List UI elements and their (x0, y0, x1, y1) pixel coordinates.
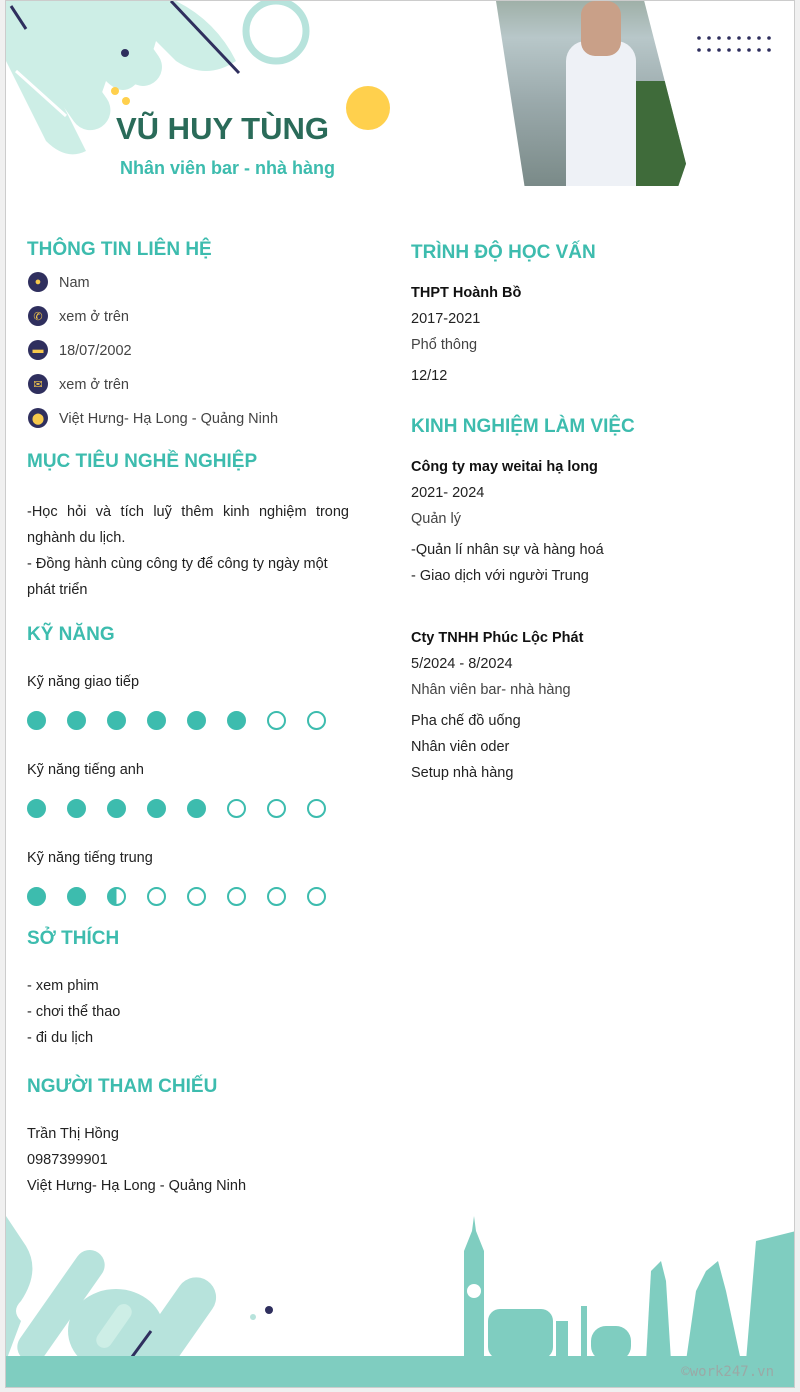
skill-dot (227, 887, 246, 906)
skill-dot (307, 887, 326, 906)
hobbies-heading: SỞ THÍCH (27, 928, 120, 949)
job-period: 5/2024 - 8/2024 (411, 656, 513, 672)
experience-heading: KINH NGHIỆM LÀM VIỆC (411, 416, 635, 437)
education-school: THPT Hoành Bồ (411, 285, 522, 301)
contact-email: xem ở trên (59, 377, 129, 393)
skill-dot (107, 711, 126, 730)
location-icon: ⬤ (28, 408, 48, 428)
job-period: 2021- 2024 (411, 485, 485, 501)
reference-address: Việt Hưng- Hạ Long - Quảng Ninh (27, 1178, 247, 1194)
education-heading: TRÌNH ĐỘ HỌC VẤN (411, 242, 596, 263)
skill-dot (27, 887, 46, 906)
skill-dot (147, 799, 166, 818)
hobby-item: - xem phim (27, 978, 99, 994)
job-company: Công ty may weitai hạ long (411, 459, 598, 475)
skill-dot (227, 711, 246, 730)
skill-dot (187, 799, 206, 818)
objective-line: -Học hỏi và tích luỹ thêm kinh nghiệm trong nghành du lịch. (27, 504, 349, 546)
candidate-name: VŨ HUY TÙNG (116, 111, 330, 146)
cv-page (5, 0, 795, 1388)
skill-dot (67, 887, 86, 906)
email-icon: ✉ (28, 374, 48, 394)
reference-heading: NGƯỜI THAM CHIẾU (27, 1076, 218, 1097)
contact-heading: THÔNG TIN LIÊN HỆ (27, 239, 212, 260)
education-type: Phổ thông (411, 337, 478, 353)
profile-photo (496, 1, 686, 186)
objective-line: - Đồng hành cùng công ty để công ty ngày một phát triển (27, 556, 328, 598)
job-company: Cty TNHH Phúc Lộc Phát (411, 630, 584, 646)
job-detail: - Giao dịch với người Trung (411, 568, 589, 584)
skill-name: Kỹ năng tiếng trung (27, 850, 153, 866)
reference-phone: 0987399901 (27, 1152, 108, 1168)
hobby-item: - đi du lịch (27, 1030, 94, 1046)
footer-decoration (6, 1211, 795, 1361)
footer-bar (6, 1356, 795, 1388)
watermark: ©work247.vn (681, 1364, 774, 1380)
skill-dot (187, 887, 206, 906)
dots-decoration (696, 35, 776, 55)
skill-dot (27, 711, 46, 730)
skill-dot (307, 799, 326, 818)
job-detail: Setup nhà hàng (411, 765, 514, 781)
skill-name: Kỹ năng giao tiếp (27, 674, 140, 690)
contact-gender: Nam (59, 275, 90, 291)
contact-address: Việt Hưng- Hạ Long - Quảng Ninh (59, 411, 279, 427)
skill-dot (147, 711, 166, 730)
skill-dot (227, 799, 246, 818)
skills-heading: KỸ NĂNG (27, 624, 115, 645)
skill-dot (147, 887, 166, 906)
contact-birthday: 18/07/2002 (59, 343, 132, 359)
education-period: 2017-2021 (411, 311, 481, 327)
job-role: Quản lý (411, 511, 461, 527)
skill-dot (307, 711, 326, 730)
contact-phone: xem ở trên (59, 309, 129, 325)
job-role: Nhân viên bar- nhà hàng (411, 682, 571, 698)
skill-name: Kỹ năng tiếng anh (27, 762, 144, 778)
skill-dot (107, 799, 126, 818)
skill-dot (187, 711, 206, 730)
job-detail: Pha chế đồ uống (411, 713, 521, 729)
job-detail: -Quản lí nhân sự và hàng hoá (411, 542, 604, 558)
calendar-icon: ▬ (28, 340, 48, 360)
objective-heading: MỤC TIÊU NGHỀ NGHIỆP (27, 451, 258, 472)
hobby-item: - chơi thể thao (27, 1004, 121, 1020)
candidate-title: Nhân viên bar - nhà hàng (120, 158, 336, 178)
skill-dot (67, 799, 86, 818)
reference-name: Trần Thị Hồng (27, 1126, 119, 1142)
objective-text (27, 499, 349, 603)
skill-dot (267, 887, 286, 906)
skill-dot (267, 711, 286, 730)
job-detail: Nhân viên oder (411, 739, 510, 755)
skill-dot (67, 711, 86, 730)
skill-dot (27, 799, 46, 818)
education-grade: 12/12 (411, 368, 448, 384)
phone-icon: ✆ (28, 306, 48, 326)
user-icon: ● (28, 272, 48, 292)
skill-dot (267, 799, 286, 818)
skill-dot (107, 887, 126, 906)
